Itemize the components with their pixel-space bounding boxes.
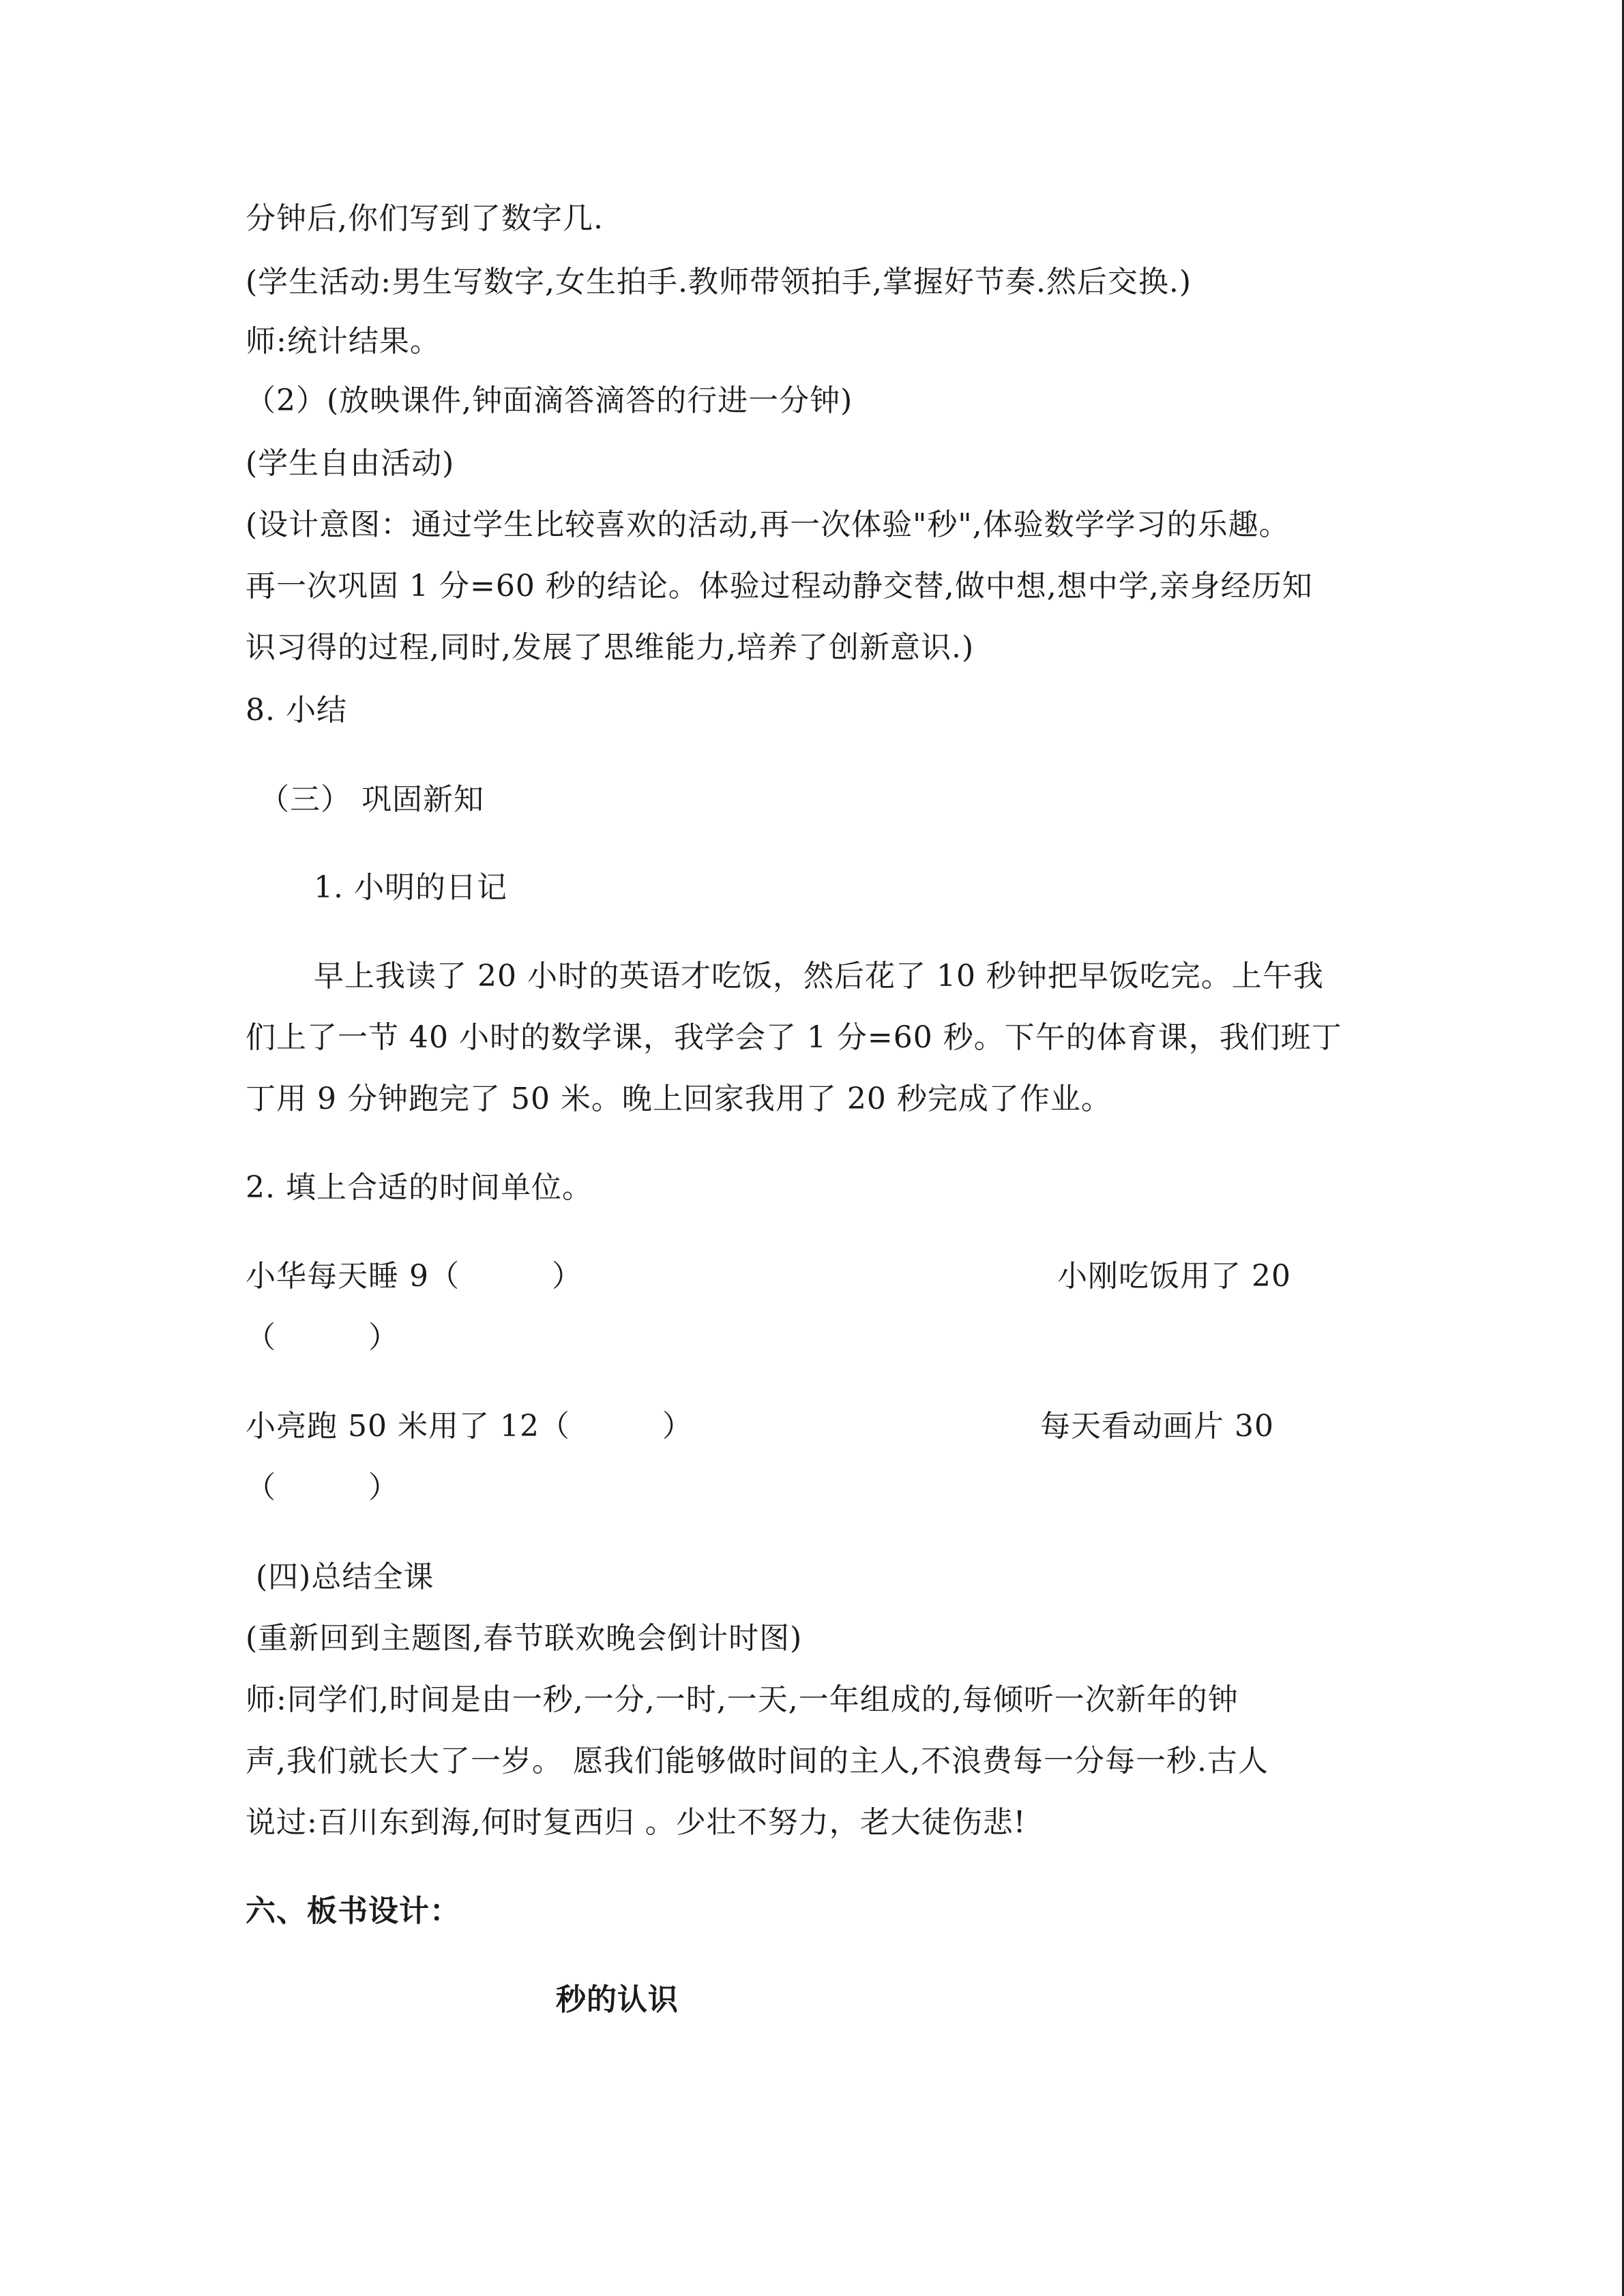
text-line: (设计意图：通过学生比较喜欢的活动,再一次体验"秒",体验数学学习的乐趣。 — [246, 507, 1290, 542]
text-line: 识习得的过程,同时,发展了思维能力,培养了创新意识.) — [246, 630, 975, 665]
fill-blank-parentheses: （ ） — [246, 1470, 399, 1505]
section-heading: 六、板书设计： — [246, 1894, 460, 1928]
board-title: 秒的认识 — [556, 1982, 679, 2017]
paragraph-line: 早上我读了 20 小时的英语才吃饭，然后花了 10 秒钟把早饭吃完。上午我 — [314, 959, 1324, 994]
section-heading: (四)总结全课 — [256, 1560, 434, 1594]
fill-blank-parentheses: （ ） — [246, 1320, 399, 1355]
section-heading: （三） 巩固新知 — [259, 782, 484, 817]
text-line: (学生活动:男生写数字,女生拍手.教师带领拍手,掌握好节奏.然后交换.) — [246, 265, 1192, 299]
text-line: 再一次巩固 1 分=60 秒的结论。体验过程动静交替,做中想,想中学,亲身经历知 — [246, 569, 1313, 603]
section-heading: 8. 小结 — [246, 693, 347, 728]
paragraph-line: 们上了一节 40 小时的数学课，我学会了 1 分=60 秒。下午的体育课，我们班丁 — [246, 1020, 1342, 1055]
fill-blank-item: 小亮跑 50 米用了 12（ ） — [246, 1409, 693, 1444]
fill-blank-item: 小华每天睡 9（ ） — [246, 1259, 582, 1294]
subsection-heading: 1. 小明的日记 — [314, 870, 507, 905]
exercise-heading: 2. 填上合适的时间单位。 — [246, 1170, 593, 1205]
text-line: 师:统计结果。 — [246, 324, 441, 359]
paragraph-line: 丁用 9 分钟跑完了 50 米。晚上回家我用了 20 秒完成了作业。 — [246, 1082, 1112, 1116]
text-line: 分钟后,你们写到了数字几. — [246, 201, 604, 236]
paragraph-line: 说过:百川东到海,何时复西归 。少壮不努力，老大徒伤悲! — [246, 1805, 1027, 1840]
text-line: (学生自由活动) — [246, 446, 455, 481]
text-line: （2）(放映课件,钟面滴答滴答的行进一分钟) — [246, 383, 853, 418]
fill-blank-item: 小刚吃饭用了 20 — [1057, 1259, 1291, 1294]
fill-blank-item: 每天看动画片 30 — [1040, 1409, 1274, 1444]
paragraph-line: 声,我们就长大了一岁。 愿我们能够做时间的主人,不浪费每一分每一秒.古人 — [246, 1744, 1269, 1778]
paragraph-line: 师:同学们,时间是由一秒,一分,一时,一天,一年组成的,每倾听一次新年的钟 — [246, 1682, 1239, 1717]
text-line: (重新回到主题图,春节联欢晚会倒计时图) — [246, 1621, 803, 1656]
